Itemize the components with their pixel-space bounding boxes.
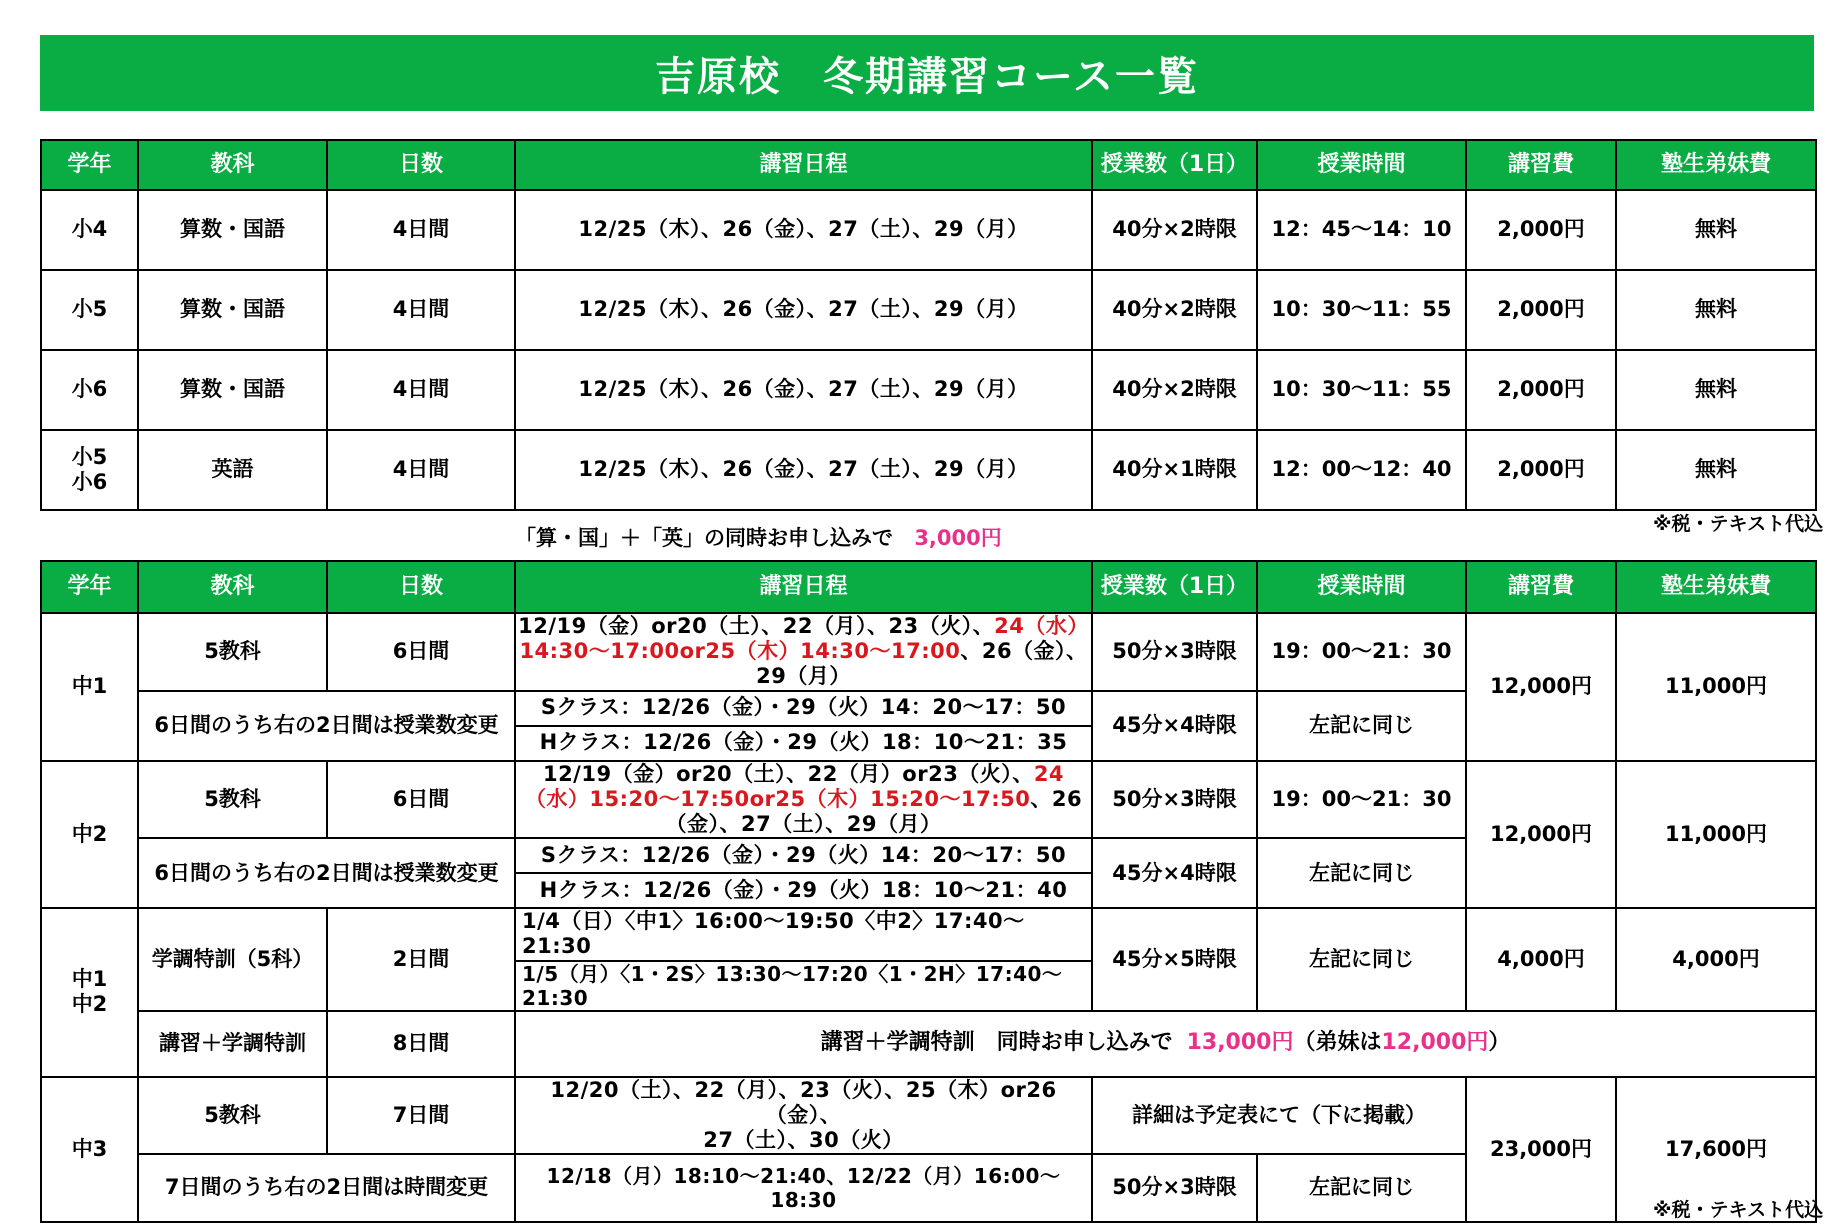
days-cell: 8日間 bbox=[327, 1011, 515, 1077]
header-classes: 授業数（1日） bbox=[1092, 561, 1257, 613]
subject-cell: 算数・国語 bbox=[138, 350, 327, 430]
days-cell: 4日間 bbox=[327, 430, 515, 510]
sibling-fee-cell: 無料 bbox=[1616, 270, 1816, 350]
schedule-cell bbox=[515, 761, 1092, 839]
time-cell: 19：00～21：30 bbox=[1257, 613, 1466, 691]
header-fee: 講習費 bbox=[1466, 140, 1616, 190]
fee-cell: 2,000円 bbox=[1466, 430, 1616, 510]
days-cell: 2日間 bbox=[327, 908, 515, 1010]
combo-note-price: 3,000円 bbox=[914, 526, 1002, 550]
elementary-course-table bbox=[40, 139, 1817, 511]
classes-cell: 50分×3時限 bbox=[1092, 761, 1257, 839]
time-cell: 19：00～21：30 bbox=[1257, 761, 1466, 839]
schedule-line: 12/20（土）、22（月）、23（火）、25（木）or26（金）、 bbox=[550, 1077, 1057, 1127]
header-fee: 講習費 bbox=[1466, 561, 1616, 613]
subject-cell: 英語 bbox=[138, 430, 327, 510]
classes-cell: 45分×5時限 bbox=[1092, 908, 1257, 1010]
fee-cell: 4,000円 bbox=[1466, 908, 1616, 1010]
classes-cell: 40分×2時限 bbox=[1092, 350, 1257, 430]
time-cell: 左記に同じ bbox=[1257, 838, 1466, 908]
grade-cell: 中1 bbox=[41, 613, 138, 761]
grade-line: 小5 bbox=[71, 444, 108, 469]
days-cell: 6日間 bbox=[327, 761, 515, 839]
change-label-cell: 7日間のうち右の2日間は時間変更 bbox=[138, 1154, 515, 1222]
header-days: 日数 bbox=[327, 140, 515, 190]
schedule-cell: 12/18（月）18:10～21:40、12/22（月）16:00～18:30 bbox=[515, 1154, 1092, 1222]
header-grade: 学年 bbox=[41, 561, 138, 613]
s-class-cell: Sクラス：12/26（金）・29（火）14：20～17：50 bbox=[515, 691, 1092, 726]
time-cell: 10：30～11：55 bbox=[1257, 350, 1466, 430]
table-header-row bbox=[41, 140, 1816, 190]
change-label-cell: 6日間のうち右の2日間は授業数変更 bbox=[138, 691, 515, 761]
time-cell: 左記に同じ bbox=[1257, 1154, 1466, 1222]
grade-cell: 中2 bbox=[41, 761, 138, 909]
subject-cell: 5教科 bbox=[138, 613, 327, 691]
table-row bbox=[41, 761, 1816, 839]
schedule-text: 12/19（金）or20（土）、22（月）or23（火）、 bbox=[542, 761, 1034, 786]
time-cell: 左記に同じ bbox=[1257, 691, 1466, 761]
subject-cell: 学調特訓（5科） bbox=[138, 908, 327, 1010]
classes-cell: 40分×2時限 bbox=[1092, 270, 1257, 350]
change-label-cell: 6日間のうち右の2日間は授業数変更 bbox=[138, 838, 515, 908]
fee-cell: 2,000円 bbox=[1466, 350, 1616, 430]
days-cell: 4日間 bbox=[327, 270, 515, 350]
combo-price: 13,000円 bbox=[1186, 1030, 1294, 1056]
combo-cell bbox=[515, 1011, 1816, 1077]
classes-cell: 40分×2時限 bbox=[1092, 190, 1257, 270]
sibling-fee-cell: 無料 bbox=[1616, 190, 1816, 270]
days-cell: 7日間 bbox=[327, 1077, 515, 1155]
schedule-cell: 1/4（日）〈中1〉16:00～19:50〈中2〉17:40～21:30 bbox=[515, 908, 1092, 960]
header-sibling-fee: 塾生弟妹費 bbox=[1616, 140, 1816, 190]
subject-cell: 講習＋学調特訓 bbox=[138, 1011, 327, 1077]
time-cell: 12：00～12：40 bbox=[1257, 430, 1466, 510]
grade-cell: 中3 bbox=[41, 1077, 138, 1223]
combo-sibling-price: 12,000円 bbox=[1381, 1030, 1489, 1056]
h-class-cell: Hクラス：12/26（金）・29（火）18：10～21：35 bbox=[515, 726, 1092, 761]
fee-cell: 12,000円 bbox=[1466, 761, 1616, 909]
header-time: 授業時間 bbox=[1257, 561, 1466, 613]
header-subject: 教科 bbox=[138, 561, 327, 613]
tax-note: ※税・テキスト代込 bbox=[1653, 513, 1824, 535]
page-title: 吉原校 冬期講習コース一覧 bbox=[40, 35, 1814, 111]
schedule-cell: 12/25（木）、26（金）、27（土）、29（月） bbox=[515, 430, 1092, 510]
subject-cell: 算数・国語 bbox=[138, 190, 327, 270]
sibling-fee-cell: 無料 bbox=[1616, 430, 1816, 510]
grade-cell: 小5 bbox=[41, 270, 138, 350]
sibling-fee-cell: 無料 bbox=[1616, 350, 1816, 430]
grade-cell: 小4 bbox=[41, 190, 138, 270]
subject-cell: 算数・国語 bbox=[138, 270, 327, 350]
grade-line: 小6 bbox=[71, 470, 108, 494]
classes-cell: 45分×4時限 bbox=[1092, 838, 1257, 908]
days-cell: 6日間 bbox=[327, 613, 515, 691]
time-cell: 左記に同じ bbox=[1257, 908, 1466, 1010]
header-classes: 授業数（1日） bbox=[1092, 140, 1257, 190]
grade-line: 中2 bbox=[71, 992, 108, 1017]
s-class-cell: Sクラス：12/26（金）・29（火）14：20～17：50 bbox=[515, 838, 1092, 873]
table-row bbox=[41, 270, 1816, 350]
classes-cell: 45分×4時限 bbox=[1092, 691, 1257, 761]
header-sibling-fee: 塾生弟妹費 bbox=[1616, 561, 1816, 613]
days-cell: 4日間 bbox=[327, 190, 515, 270]
table-row bbox=[41, 613, 1816, 691]
classes-cell: 50分×3時限 bbox=[1092, 613, 1257, 691]
schedule-text: 12/19（金）or20（土）、22（月）、23（火）、 bbox=[518, 614, 995, 638]
junior-high-course-table bbox=[40, 560, 1817, 1223]
classes-cell: 50分×3時限 bbox=[1092, 1154, 1257, 1222]
schedule-cell bbox=[515, 1077, 1092, 1155]
sibling-fee-cell: 11,000円 bbox=[1616, 613, 1816, 761]
combo-sibling-close: ） bbox=[1488, 1030, 1511, 1056]
grade-cell: 小6 bbox=[41, 350, 138, 430]
fee-cell: 2,000円 bbox=[1466, 270, 1616, 350]
header-days: 日数 bbox=[327, 561, 515, 613]
header-time: 授業時間 bbox=[1257, 140, 1466, 190]
header-schedule: 講習日程 bbox=[515, 140, 1092, 190]
schedule-highlight: 24（水）15:20～17:50or25（木）15:20～17:50 bbox=[524, 761, 1065, 811]
table-row bbox=[41, 190, 1816, 270]
schedule-cell: 12/25（木）、26（金）、27（土）、29（月） bbox=[515, 190, 1092, 270]
classes-cell: 40分×1時限 bbox=[1092, 430, 1257, 510]
schedule-cell bbox=[515, 613, 1092, 691]
h-class-cell: Hクラス：12/26（金）・29（火）18：10～21：40 bbox=[515, 873, 1092, 908]
time-cell: 12：45～14：10 bbox=[1257, 190, 1466, 270]
sibling-fee-cell: 11,000円 bbox=[1616, 761, 1816, 909]
header-subject: 教科 bbox=[138, 140, 327, 190]
time-cell: 10：30～11：55 bbox=[1257, 270, 1466, 350]
grade-cell bbox=[41, 430, 138, 510]
schedule-text: 、26（金）、27（土）、29（月） bbox=[665, 786, 1083, 836]
header-schedule: 講習日程 bbox=[515, 561, 1092, 613]
detail-cell: 詳細は予定表にて（下に掲載） bbox=[1092, 1077, 1466, 1155]
schedule-cell: 12/25（木）、26（金）、27（土）、29（月） bbox=[515, 350, 1092, 430]
subject-cell: 5教科 bbox=[138, 761, 327, 839]
table-row bbox=[41, 350, 1816, 430]
fee-cell: 12,000円 bbox=[1466, 613, 1616, 761]
combo-note bbox=[515, 522, 1002, 552]
schedule-highlight: 24（水）14:30～17:00or25（木）14:30～17:00 bbox=[519, 614, 1089, 664]
table-row bbox=[41, 908, 1816, 960]
subject-cell: 5教科 bbox=[138, 1077, 327, 1155]
combo-text: 講習＋学調特訓 同時お申し込みで bbox=[820, 1030, 1173, 1056]
table-row bbox=[41, 430, 1816, 510]
combo-note-text: 「算・国」＋「英」の同時お申し込みで bbox=[515, 526, 893, 550]
fee-cell: 23,000円 bbox=[1466, 1077, 1616, 1223]
table-row bbox=[41, 1011, 1816, 1077]
tax-note: ※税・テキスト代込 bbox=[1653, 1199, 1824, 1221]
table-row bbox=[41, 1077, 1816, 1155]
table-header-row bbox=[41, 561, 1816, 613]
header-grade: 学年 bbox=[41, 140, 138, 190]
sibling-fee-cell: 4,000円 bbox=[1616, 908, 1816, 1010]
schedule-cell: 12/25（木）、26（金）、27（土）、29（月） bbox=[515, 270, 1092, 350]
schedule-line: 27（土）、30（火） bbox=[703, 1127, 904, 1152]
fee-cell: 2,000円 bbox=[1466, 190, 1616, 270]
days-cell: 4日間 bbox=[327, 350, 515, 430]
sibling-fee-cell: 17,600円 bbox=[1616, 1077, 1816, 1223]
schedule-text: 、26（金）、29（月） bbox=[756, 639, 1088, 689]
combo-sibling-open: （弟妹は bbox=[1293, 1030, 1382, 1056]
grade-line: 中1 bbox=[71, 967, 108, 992]
grade-cell bbox=[41, 908, 138, 1076]
schedule-cell: 1/5（月）〈1・2S〉13:30～17:20〈1・2H〉17:40～21:30 bbox=[515, 961, 1092, 1011]
